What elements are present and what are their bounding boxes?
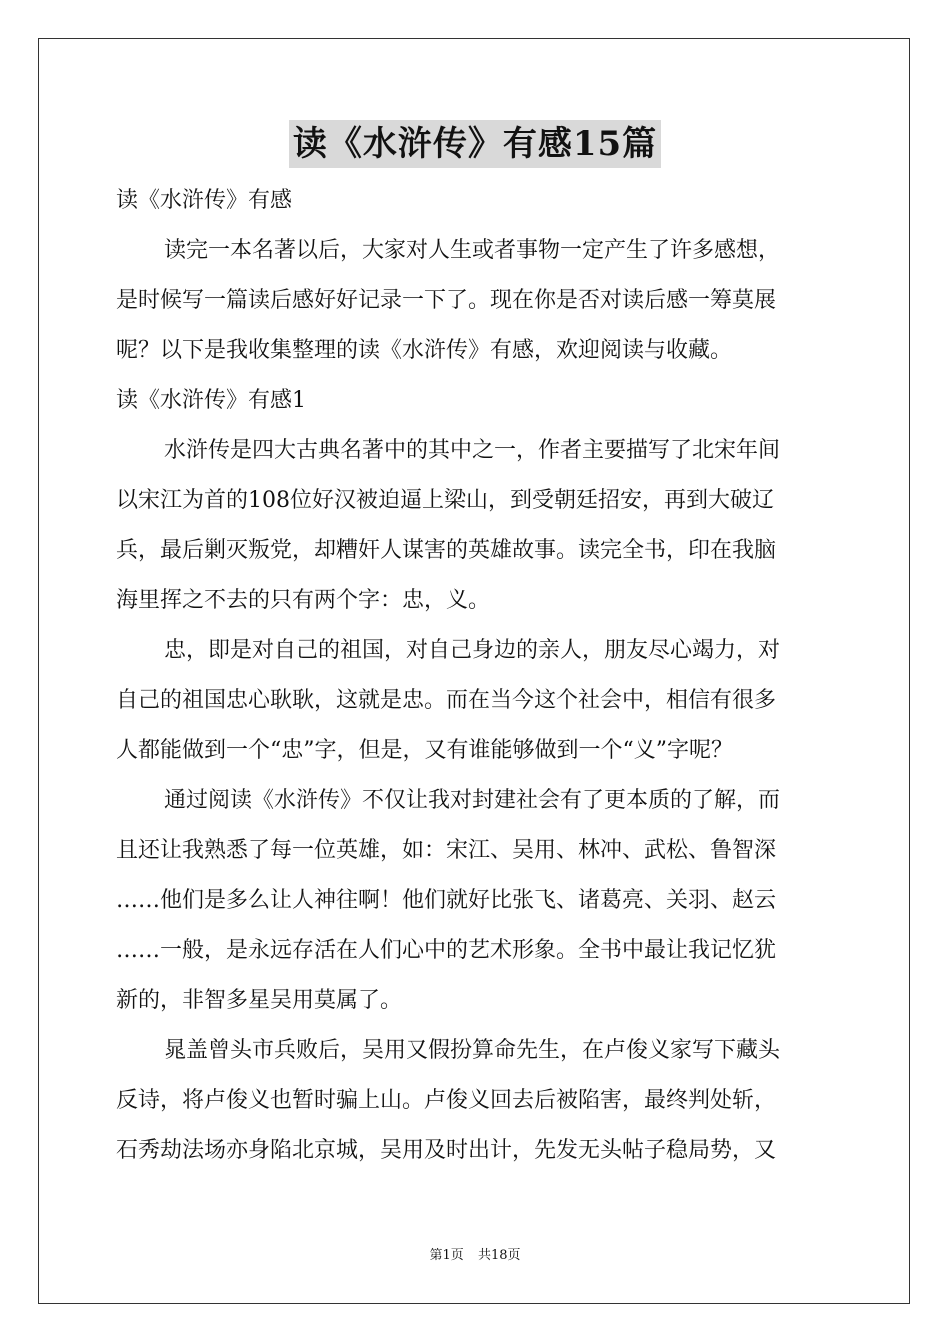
text-line: 呢？以下是我收集整理的读《水浒传》有感，欢迎阅读与收藏。 <box>116 338 733 363</box>
page-number: 第1页 <box>429 1248 464 1263</box>
text-line: 石秀劫法场亦身陷北京城，吴用及时出计，先发无头帖子稳局势，又 <box>116 1138 777 1163</box>
text-line: 海里挥之不去的只有两个字：忠，义。 <box>116 588 491 613</box>
text-line: 人都能做到一个“忠”字，但是，又有谁能够做到一个“义”字呢？ <box>116 738 733 763</box>
text-line: 反诗，将卢俊义也暂时骗上山。卢俊义回去后被陷害，最终判处斩， <box>116 1088 777 1113</box>
text-line: 忠，即是对自己的祖国，对自己身边的亲人，朋友尽心竭力，对 <box>164 638 781 663</box>
text-line: ……一般，是永远存活在人们心中的艺术形象。全书中最让我记忆犹 <box>116 938 777 963</box>
text-line: ……他们是多么让人神往啊！他们就好比张飞、诸葛亮、关羽、赵云 <box>116 888 777 913</box>
text-line: 自己的祖国忠心耿耿，这就是忠。而在当今这个社会中，相信有很多 <box>116 688 777 713</box>
text-line: 是时候写一篇读后感好好记录一下了。现在你是否对读后感一筹莫展 <box>116 288 777 313</box>
document-title: 读《水浒传》有感15篇 <box>289 120 661 168</box>
text-line: 晁盖曾头市兵败后，吴用又假扮算命先生，在卢俊义家写下藏头 <box>164 1038 781 1063</box>
page-total: 共18页 <box>477 1248 521 1263</box>
title-container <box>0 120 950 168</box>
text-line: 水浒传是四大古典名著中的其中之一，作者主要描写了北宋年间 <box>164 438 781 463</box>
text-line: 兵，最后剿灭叛党，却糟奸人谋害的英雄故事。读完全书，印在我脑 <box>116 538 777 563</box>
text-line: 读《水浒传》有感 <box>116 188 293 213</box>
text-line: 以宋江为首的108位好汉被迫逼上梁山，到受朝廷招安，再到大破辽 <box>116 488 774 513</box>
text-line: 读完一本名著以后，大家对人生或者事物一定产生了许多感想， <box>164 238 781 263</box>
text-line: 读《水浒传》有感1 <box>116 388 306 413</box>
document-body <box>116 176 836 1176</box>
text-line: 新的，非智多星吴用莫属了。 <box>116 988 403 1013</box>
text-line: 通过阅读《水浒传》不仅让我对封建社会有了更本质的了解，而 <box>164 788 781 813</box>
page-footer <box>0 1246 950 1266</box>
text-line: 且还让我熟悉了每一位英雄，如：宋江、吴用、林冲、武松、鲁智深 <box>116 838 777 863</box>
